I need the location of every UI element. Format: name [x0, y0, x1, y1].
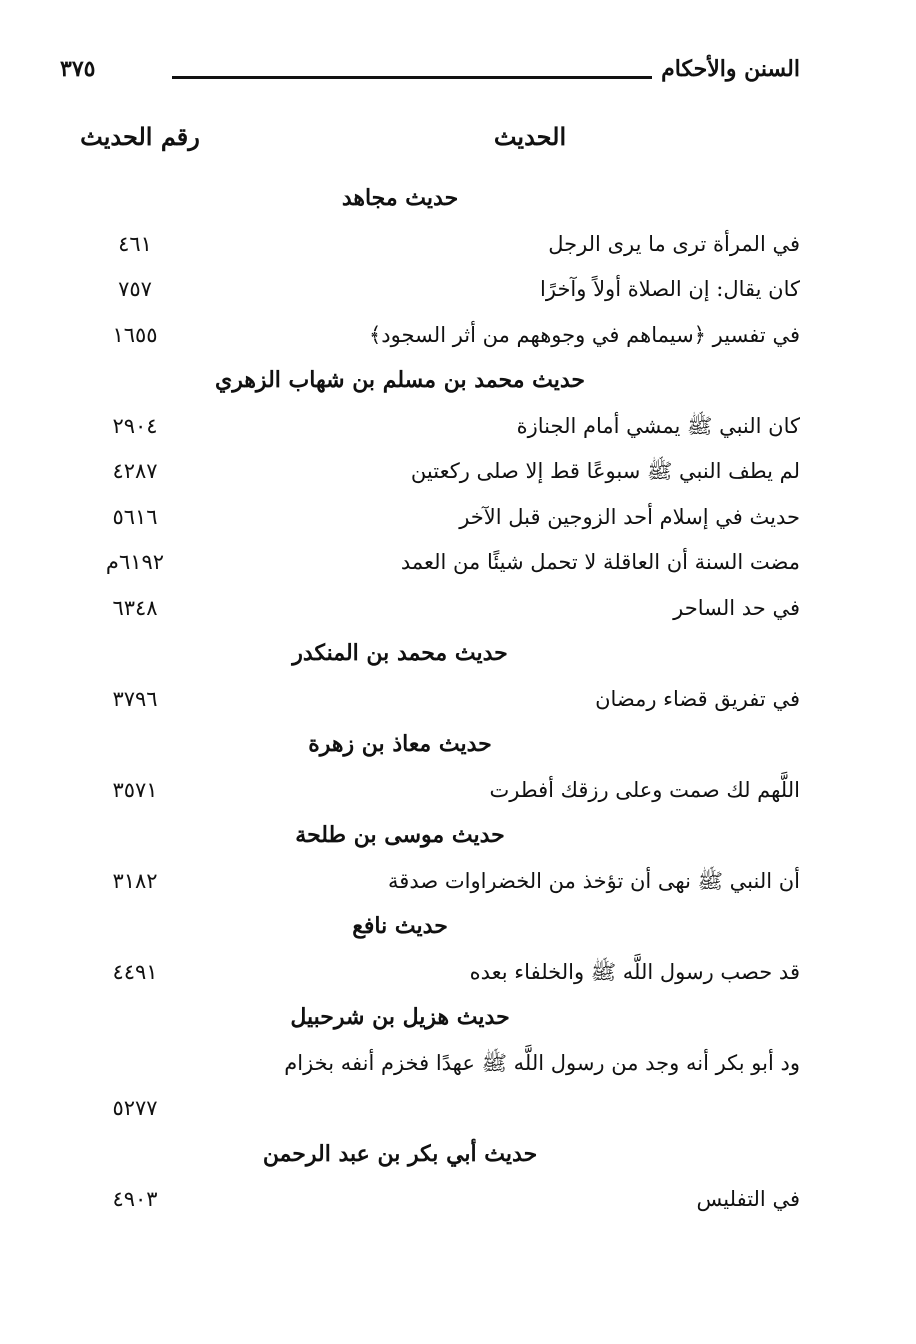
section-title: حديث موسى بن طلحة: [295, 822, 505, 848]
hadith-entry-row: [60, 313, 800, 359]
hadith-text: في تفريق قضاء رمضان: [595, 686, 800, 711]
hadith-text: في التفليس: [696, 1187, 800, 1211]
section-title: حديث نافع: [352, 913, 448, 939]
section-row: [60, 1132, 800, 1178]
hadith-entry-row: [60, 222, 800, 268]
header-rule: [172, 76, 652, 79]
hadith-number: ٣٧٩٦: [112, 686, 158, 711]
section-row: [60, 813, 800, 859]
hadith-text: اللَّهم لك صمت وعلى رزقك أفطرت: [489, 777, 800, 802]
section-row: [60, 722, 800, 768]
hadith-number: ٤٤٩١: [112, 959, 158, 984]
index-list: [60, 176, 800, 1223]
hadith-text: مضت السنة أن العاقلة لا تحمل شيئًا من العمد: [400, 550, 800, 574]
hadith-number: ٦١٩٢م: [105, 550, 165, 574]
hadith-entry-row: [60, 950, 800, 996]
section-title: حديث أبي بكر بن عبد الرحمن: [262, 1140, 538, 1167]
hadith-text: أن النبي ﷺ نهى أن تؤخذ من الخضراوات صدقة: [388, 868, 800, 893]
hadith-number: ٦٣٤٨: [112, 595, 158, 620]
page-number: ٣٧٥: [60, 56, 96, 82]
hadith-number: ٧٥٧: [118, 277, 152, 301]
hadith-text: في حد الساحر: [673, 595, 800, 620]
section-title: حديث محمد بن مسلم بن شهاب الزهري: [214, 367, 586, 393]
number-column-header: رقم الحديث: [80, 122, 200, 151]
hadith-number: ٢٩٠٤: [112, 413, 158, 438]
hadith-number: ٤٦١: [118, 231, 152, 256]
section-title: حديث مجاهد: [341, 185, 459, 211]
hadith-entry-row: [60, 495, 800, 541]
running-title: السنن والأحكام: [661, 56, 800, 82]
section-title: حديث محمد بن المنكدر: [292, 640, 508, 666]
section-row: [60, 995, 800, 1041]
hadith-entry-row: [60, 768, 800, 814]
hadith-number: ٤٢٨٧: [112, 459, 158, 483]
hadith-text: كان النبي ﷺ يمشي أمام الجنازة: [516, 413, 800, 438]
hadith-text: كان يقال: إن الصلاة أولاً وآخرًا: [540, 277, 800, 301]
hadith-number: ٥٢٧٧: [112, 1096, 158, 1120]
hadith-entry-row: [60, 859, 800, 905]
section-row: [60, 631, 800, 677]
section-row: [60, 176, 800, 222]
hadith-number: ٤٩٠٣: [112, 1187, 158, 1211]
hadith-entry-row: [60, 449, 800, 495]
page-header: [60, 56, 800, 96]
hadith-text: قد حصب رسول اللَّه ﷺ والخلفاء بعده: [469, 959, 800, 984]
hadith-entry-row: [60, 404, 800, 450]
hadith-column-header: الحديث: [493, 122, 567, 151]
hadith-entry-row: [60, 1177, 800, 1223]
section-title: حديث هزيل بن شرحبيل: [290, 1004, 510, 1030]
hadith-text: حديث في إسلام أحد الزوجين قبل الآخر: [459, 504, 800, 529]
hadith-entry-row: [60, 677, 800, 723]
hadith-text: ود أبو بكر أنه وجد من رسول اللَّه ﷺ عهدًا فخزم أنفه بخزام: [284, 1050, 800, 1075]
hadith-text: لم يطف النبي ﷺ سبوعًا قط إلا صلى ركعتين: [410, 459, 800, 483]
hadith-number: ٥٦١٦: [112, 504, 158, 529]
hadith-entry-row: [60, 1041, 800, 1132]
hadith-text: في المرأة ترى ما يرى الرجل: [548, 231, 800, 256]
hadith-number: ٣٥٧١: [112, 777, 158, 802]
section-row: [60, 904, 800, 950]
hadith-number: ١٦٥٥: [112, 322, 158, 347]
hadith-number: ٣١٨٢: [112, 868, 158, 893]
section-title: حديث معاذ بن زهرة: [308, 731, 492, 757]
hadith-entry-row: [60, 586, 800, 632]
hadith-entry-row: [60, 267, 800, 313]
section-row: [60, 358, 800, 404]
hadith-entry-row: [60, 540, 800, 586]
hadith-text: في تفسير ﴿سيماهم في وجوههم من أثر السجود﴾: [369, 322, 800, 347]
